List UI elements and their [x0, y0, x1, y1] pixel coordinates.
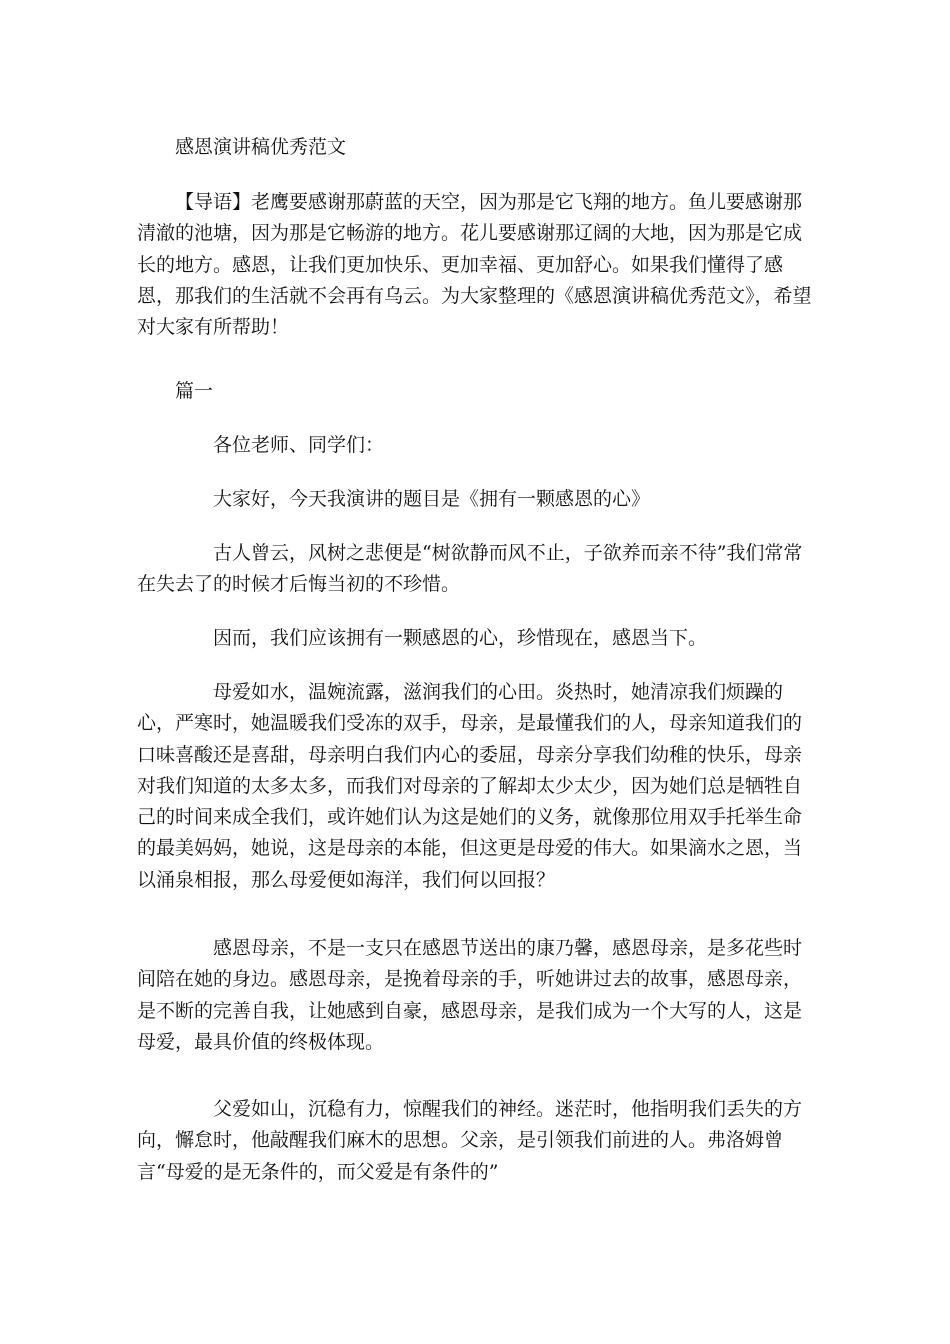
- paragraph-ancient-saying: 古人曾云，风树之悲便是“树欲静而风不止，子欲养而亲不待”我们常常在失去了的时候才后悔当初的不珍惜。: [137, 542, 803, 596]
- paragraph-thank-mother: 感恩母亲，不是一支只在感恩节送出的康乃馨，感恩母亲，是多花些时间陪在她的身边。感恩母亲，是挽着母亲的手，听她讲过去的故事，感恩母亲，是不断的完善自我，让她感到自豪，感恩母亲，是我们成为一个大写的人，这是母爱，最具价值的终极体现。: [137, 937, 803, 1053]
- intro-paragraph: 【导语】老鹰要感谢那蔚蓝的天空，因为那是它飞翔的地方。鱼儿要感谢那清澈的池塘，因为那是它畅游的地方。花儿要感谢那辽阔的大地，因为那是它成长的地方。感恩，让我们更加快乐、更加幸福、更加舒心。如果我们懂得了感恩，那我们的生活就不会再有乌云。为大家整理的《感恩演讲稿优秀范文》，希望对大家有所帮助！: [137, 191, 812, 339]
- document-title: 感恩演讲稿优秀范文: [175, 136, 347, 158]
- paragraph-greeting: 大家好，今天我演讲的题目是《拥有一颗感恩的心》: [213, 488, 651, 510]
- paragraph-grateful-heart: 因而，我们应该拥有一颗感恩的心，珍惜现在，感恩当下。: [213, 627, 708, 649]
- section-heading: 篇一: [175, 380, 214, 402]
- paragraph-father-love: 父爱如山，沉稳有力，惊醒我们的神经。迷茫时，他指明我们丢失的方向，懈怠时，他敲醒我们麻木的思想。父亲，是引领我们前进的人。弗洛姆曾言“母爱的是无条件的，而父爱是有条件的”: [137, 1098, 803, 1183]
- paragraph-mother-love: 母爱如水，温婉流露，滋润我们的心田。炎热时，她清凉我们烦躁的心，严寒时，她温暖我们受冻的双手，母亲，是最懂我们的人，母亲知道我们的口味喜酸还是喜甜，母亲明白我们内心的委屈，母亲分享我们幼稚的快乐，母亲对我们知道的太多太多，而我们对母亲的了解却太少太少，因为她们总是牺牲自己的时间来成全我们，或许她们认为这是她们的义务，就像那位用双手托举生命的最美妈妈，她说，这是母亲的本能，但这更是母爱的伟大。如果滴水之恩，当以涌泉相报，那么母爱便如海洋，我们何以回报？: [137, 681, 803, 891]
- paragraph-salutation: 各位老师、同学们：: [213, 434, 385, 456]
